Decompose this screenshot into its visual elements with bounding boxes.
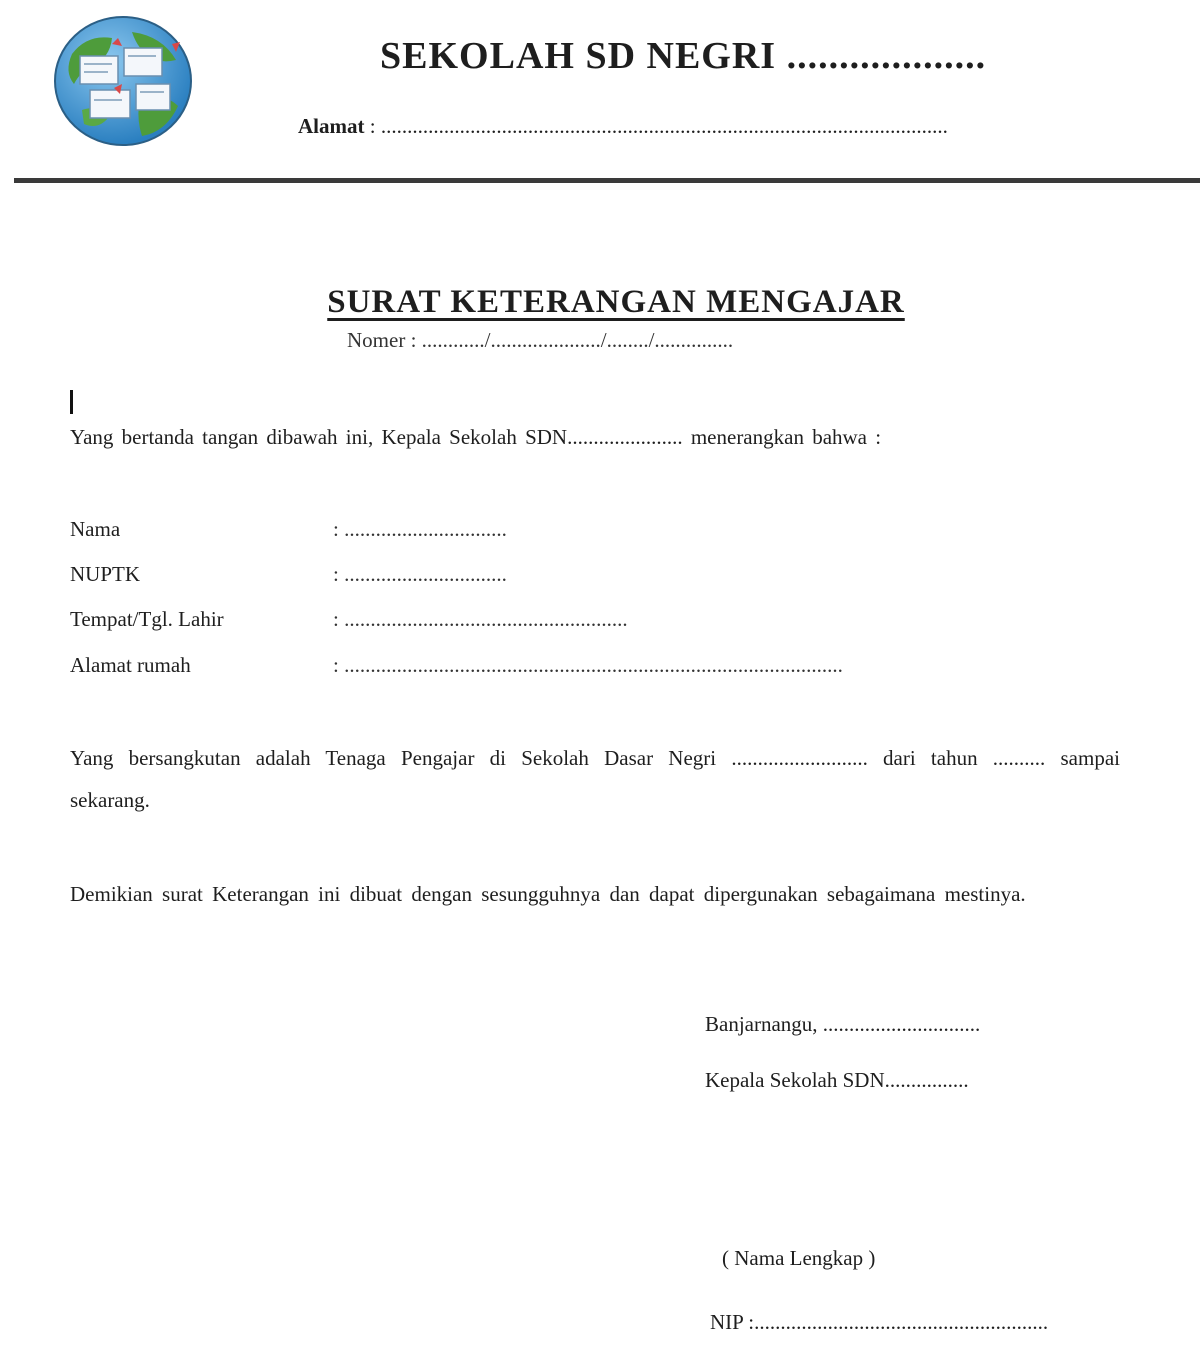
field-label-nuptk: NUPTK <box>70 562 141 586</box>
field-label-alamat-rumah: Alamat rumah <box>70 653 191 677</box>
intro-sentence: Yang bertanda tangan dibawah ini, Kepala Sekolah SDN...................... menerangkan bahwa : <box>70 425 882 449</box>
document-number: Nomer : ............/...................../......../............... <box>347 328 734 352</box>
school-name: SEKOLAH SD NEGRI ................... <box>380 35 987 77</box>
signature-place-date: Banjarnangu, .............................. <box>705 1012 981 1036</box>
address-value: : ............................................................................................................ <box>369 114 948 138</box>
field-value-nama: : ............................... <box>333 517 507 541</box>
closing-paragraph: Demikian surat Keterangan ini dibuat dengan sesungguhnya dan dapat dipergunakan sebagaimana mestinya. <box>70 882 1026 906</box>
header-divider <box>14 178 1200 183</box>
school-logo <box>52 14 194 148</box>
signature-name: ( Nama Lengkap ) <box>722 1246 876 1270</box>
field-label-tempat-tgl-lahir: Tempat/Tgl. Lahir <box>70 607 224 631</box>
globe-icon <box>52 14 194 148</box>
field-label-nama: Nama <box>70 517 121 541</box>
text-cursor <box>70 390 73 414</box>
employment-paragraph: Yang bersangkutan adalah Tenaga Pengajar di Sekolah Dasar Negri .......................... dari tahun .......... sampai sekarang. <box>70 746 1120 812</box>
field-value-alamat-rumah: : ............................................................................................... <box>333 653 843 677</box>
document-title: SURAT KETERANGAN MENGAJAR <box>327 284 905 320</box>
field-value-nuptk: : ............................... <box>333 562 507 586</box>
school-address <box>298 114 948 139</box>
address-label: Alamat <box>298 114 365 138</box>
signature-role: Kepala Sekolah SDN................ <box>705 1068 969 1092</box>
signature-nip: NIP :........................................................ <box>710 1310 1049 1334</box>
field-value-tempat-tgl-lahir: : ...................................................... <box>333 607 628 631</box>
